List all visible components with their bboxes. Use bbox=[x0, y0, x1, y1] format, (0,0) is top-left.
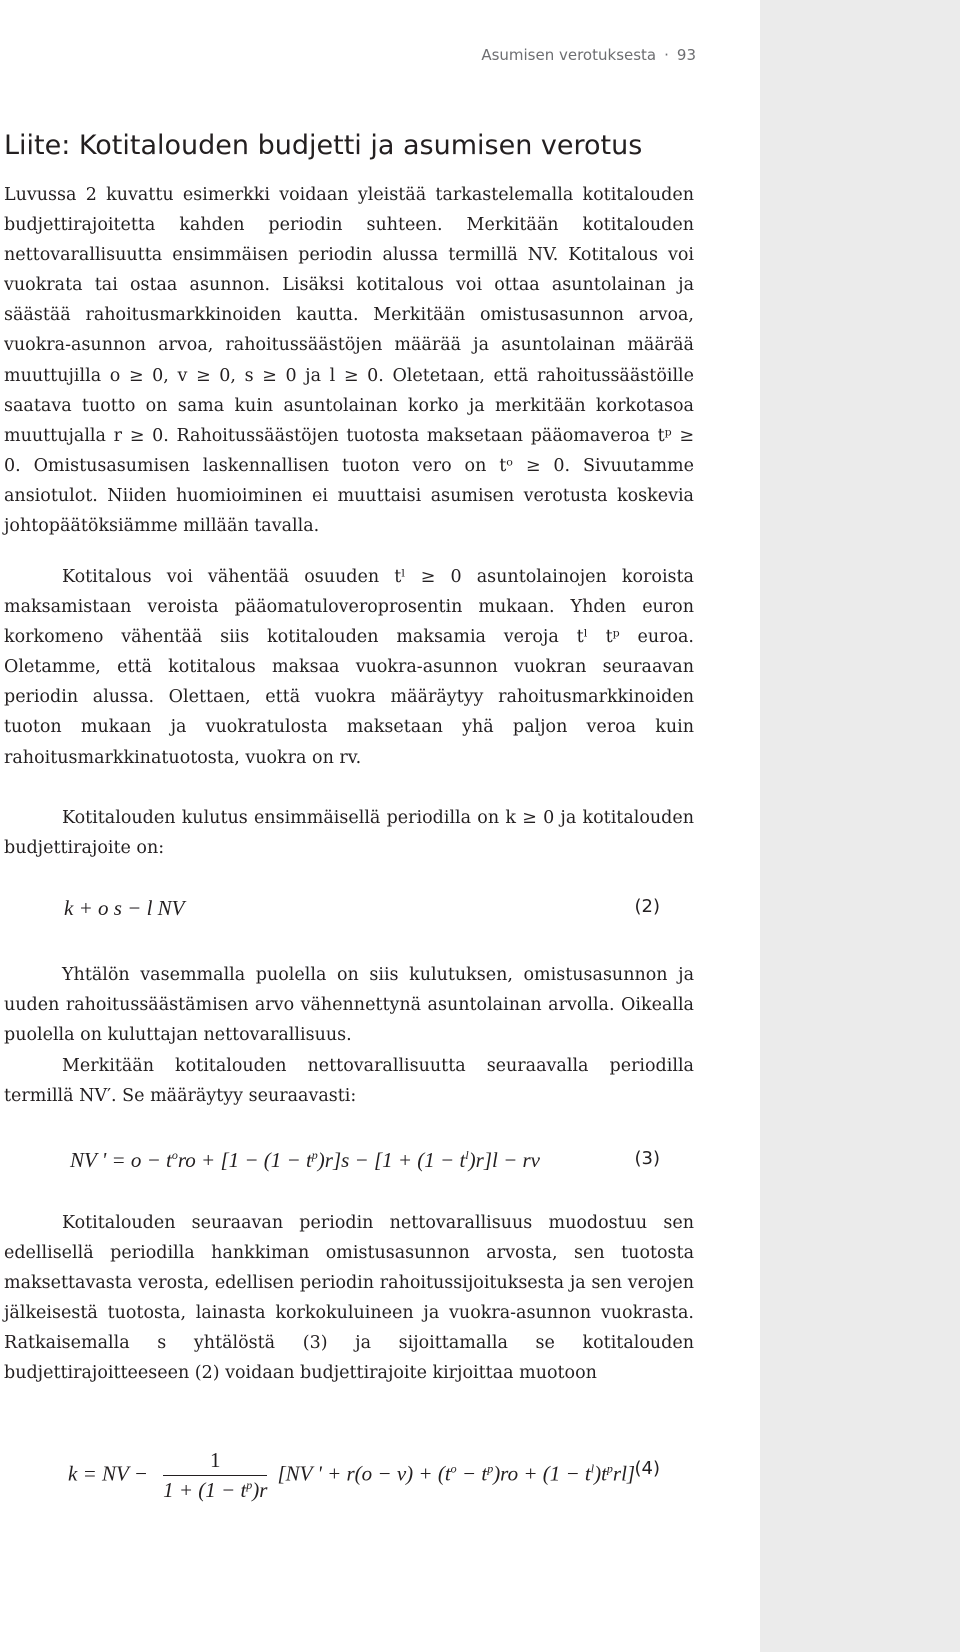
gray-margin-column bbox=[760, 0, 960, 1652]
equation-2-number: (2) bbox=[634, 896, 660, 917]
equation-3 bbox=[70, 1148, 660, 1182]
equation-3-expression: NV ' = $o - t^oro + [1 - (1 - t^p)r]s - [1 + (1 - t^l)r]l$ − rv bbox=[70, 1148, 540, 1172]
page-number: 93 bbox=[676, 46, 696, 64]
equation-2-expression: k + o s − l NV bbox=[64, 896, 185, 920]
paragraph-3: Kotitalouden kulutus ensimmäisellä periodilla on k ≥ 0 ja kotitalouden budjettirajoite on: bbox=[4, 808, 694, 859]
running-header bbox=[481, 46, 696, 64]
paragraph-1: Luvussa 2 kuvattu esimerkki voidaan yleistää tarkastelemalla kotitalouden budjettirajoitetta kahden periodin suhteen. Merkitään kotitalouden nettovarallisuutta ensimmäisen periodin alussa termillä NV. Kotitalous voi vuokrata tai ostaa asunnon. Lisäksi kotitalous voi ottaa asuntolainan ja säästää rahoitusmarkkinoiden kautta. Merkitään omistusasunnon arvoa, vuokra-asunnon arvoa, rahoitussäästöjen määrää ja asuntolainan määrää muuttujilla o ≥ 0, v ≥ 0, s ≥ 0 ja l ≥ 0. Oletetaan, että rahoitussäästöille saatava tuotto on sama kuin asuntolainan korko ja merkitään korkotasoa muuttujalla r ≥ 0. Rahoitussäästöjen tuotosta maksetaan pääomaveroa tᵖ ≥ 0. Omistusasumisen laskennallisen tuoton vero on tᵒ ≥ 0. Sivuutamme ansiotulot. Niiden huomioiminen ei muuttaisi asumisen verotusta koskevia johtopäätöksiämme millään tavalla. bbox=[4, 185, 694, 537]
running-title: Asumisen verotuksesta bbox=[481, 46, 657, 64]
equation-4-fraction: $\frac{1}{1 + (1 - t^p)r}$ bbox=[163, 1448, 268, 1502]
paragraph-2: Kotitalous voi vähentää osuuden tˡ ≥ 0 asuntolainojen koroista maksamistaan veroista pääomatuloveroprosentin mukaan. Yhden euron korkomeno vähentää siis kotitalouden maksamia veroja tˡ tᵖ euroa. Oletamme, että kotitalous maksaa vuokra-asunnon vuokran seuraavan periodin alussa. Olettaen, että vuokra määräytyy rahoitusmarkkinoiden tuoton mukaan ja vuokratulosta maksetaan yhä paljon veroa kuin rahoitusmarkkinatuotosta, vuokra on rv. bbox=[4, 567, 694, 768]
paragraph-5: Merkitään kotitalouden nettovarallisuutta seuraavalla periodilla termillä NV′. Se määräytyy seuraavasti: bbox=[4, 1056, 694, 1107]
equation-4-number: (4) bbox=[634, 1458, 660, 1479]
header-separator: · bbox=[664, 46, 669, 64]
paragraph-4: Yhtälön vasemmalla puolella on siis kulutuksen, omistusasunnon ja uuden rahoitussäästämisen arvo vähennettynä asuntolainan arvolla. Oikealla puolella on kuluttajan nettovarallisuus. bbox=[4, 965, 694, 1046]
equation-4-expression: k = NV − $\frac{1}{1 + (1 - t^p)r}$ [NV ' + $r(o - v) + (t^o - t^p)ro + (1 - t^l)t^prl$] bbox=[68, 1448, 636, 1502]
equation-2 bbox=[64, 896, 660, 930]
paragraph-6: Kotitalouden seuraavan periodin nettovarallisuus muodostuu sen edellisellä periodilla hankkiman omistusasunnon arvosta, sen tuotosta maksettavasta verosta, edellisen periodin rahoitussijoituksesta ja sen verojen jälkeisestä tuotosta, lainasta korkokuluineen ja vuokra-asunnon vuokrasta. Ratkaisemalla s yhtälöstä (3) ja sijoittamalla se kotitalouden budjettirajoitteeseen (2) voidaan budjettirajoite kirjoittaa muotoon bbox=[4, 1213, 694, 1384]
section-title: Liite: Kotitalouden budjetti ja asumisen verotus bbox=[4, 130, 643, 161]
equation-3-number: (3) bbox=[634, 1148, 660, 1169]
equation-4 bbox=[68, 1448, 660, 1508]
